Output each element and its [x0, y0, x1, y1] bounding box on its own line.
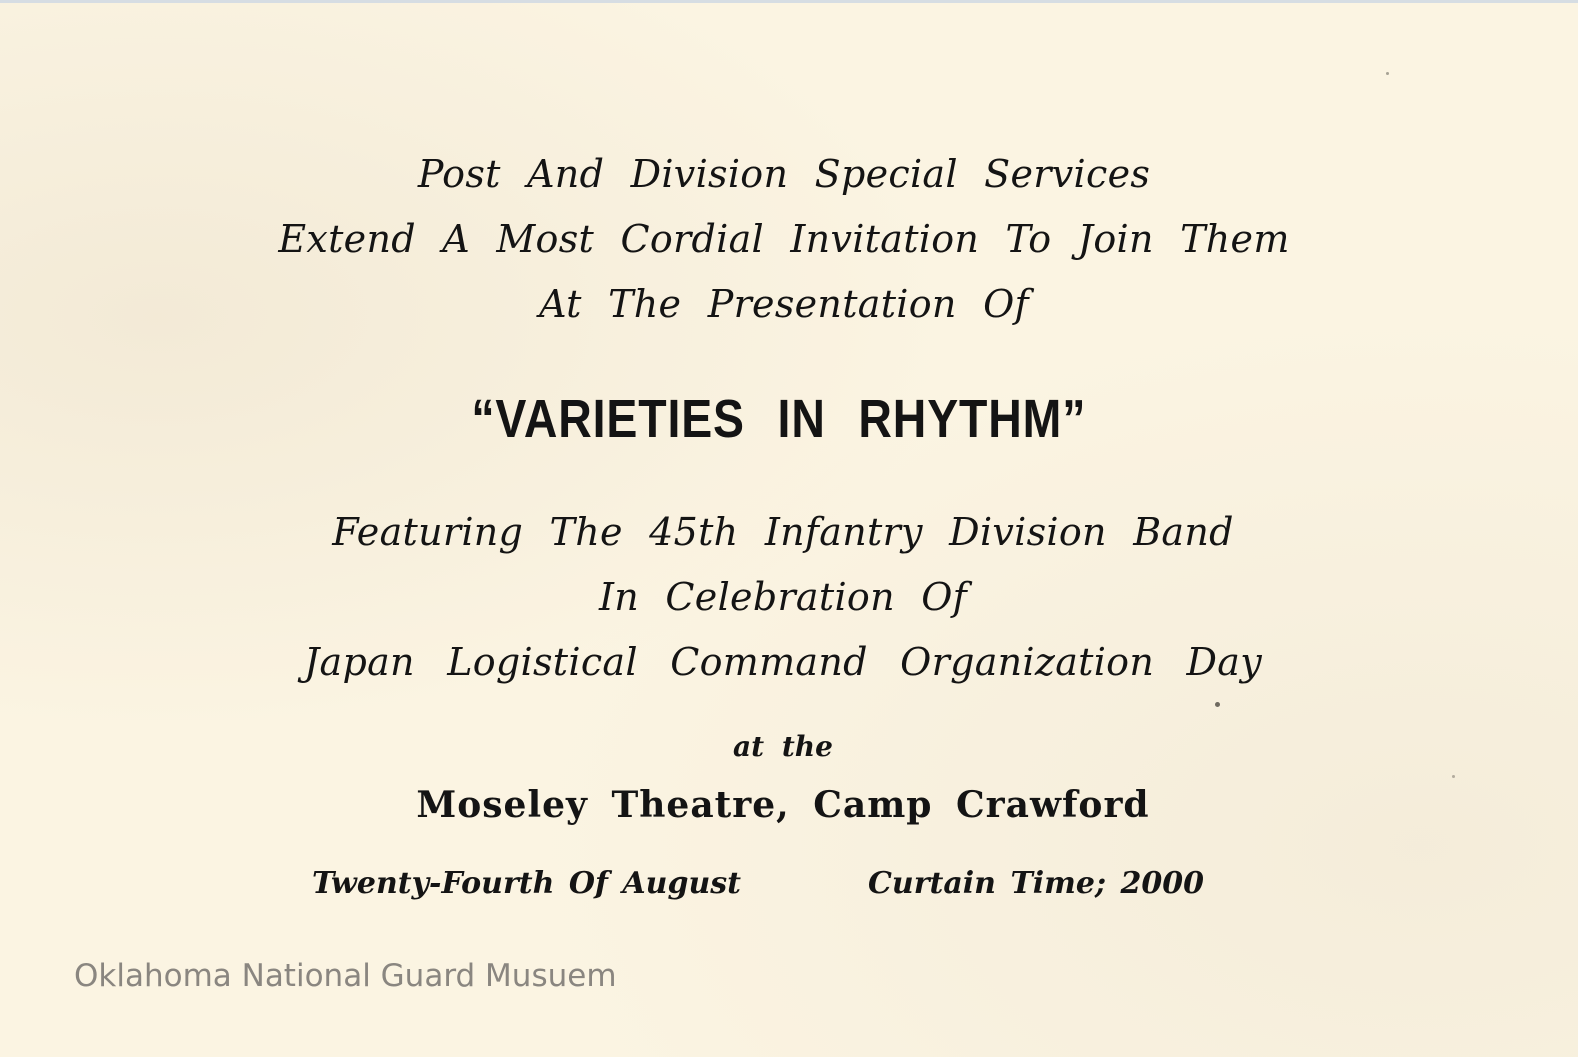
- paper-speck: [1386, 72, 1389, 75]
- presentation-line: At The Presentation Of: [539, 282, 1029, 326]
- paper-speck: [1452, 775, 1455, 778]
- event-date: Twenty-Fourth Of August: [312, 866, 741, 901]
- host-line: Post And Division Special Services: [417, 152, 1151, 196]
- curtain-time: Curtain Time; 2000: [868, 866, 1205, 901]
- show-title: “VARIETIES IN RHYTHM”: [471, 389, 1087, 449]
- celebration-line: In Celebration Of: [598, 575, 968, 619]
- museum-watermark: Oklahoma National Guard Musuem: [74, 958, 617, 994]
- venue-line: Moseley Theatre, Camp Crawford: [416, 784, 1150, 826]
- at-the-line: at the: [733, 730, 833, 763]
- invitation-line: Extend A Most Cordial Invitation To Join Them: [278, 217, 1290, 261]
- paper-speck: [1215, 702, 1220, 707]
- featuring-line: Featuring The 45th Infantry Division Band: [332, 510, 1234, 554]
- occasion-line: Japan Logistical Command Organization Day: [303, 640, 1262, 684]
